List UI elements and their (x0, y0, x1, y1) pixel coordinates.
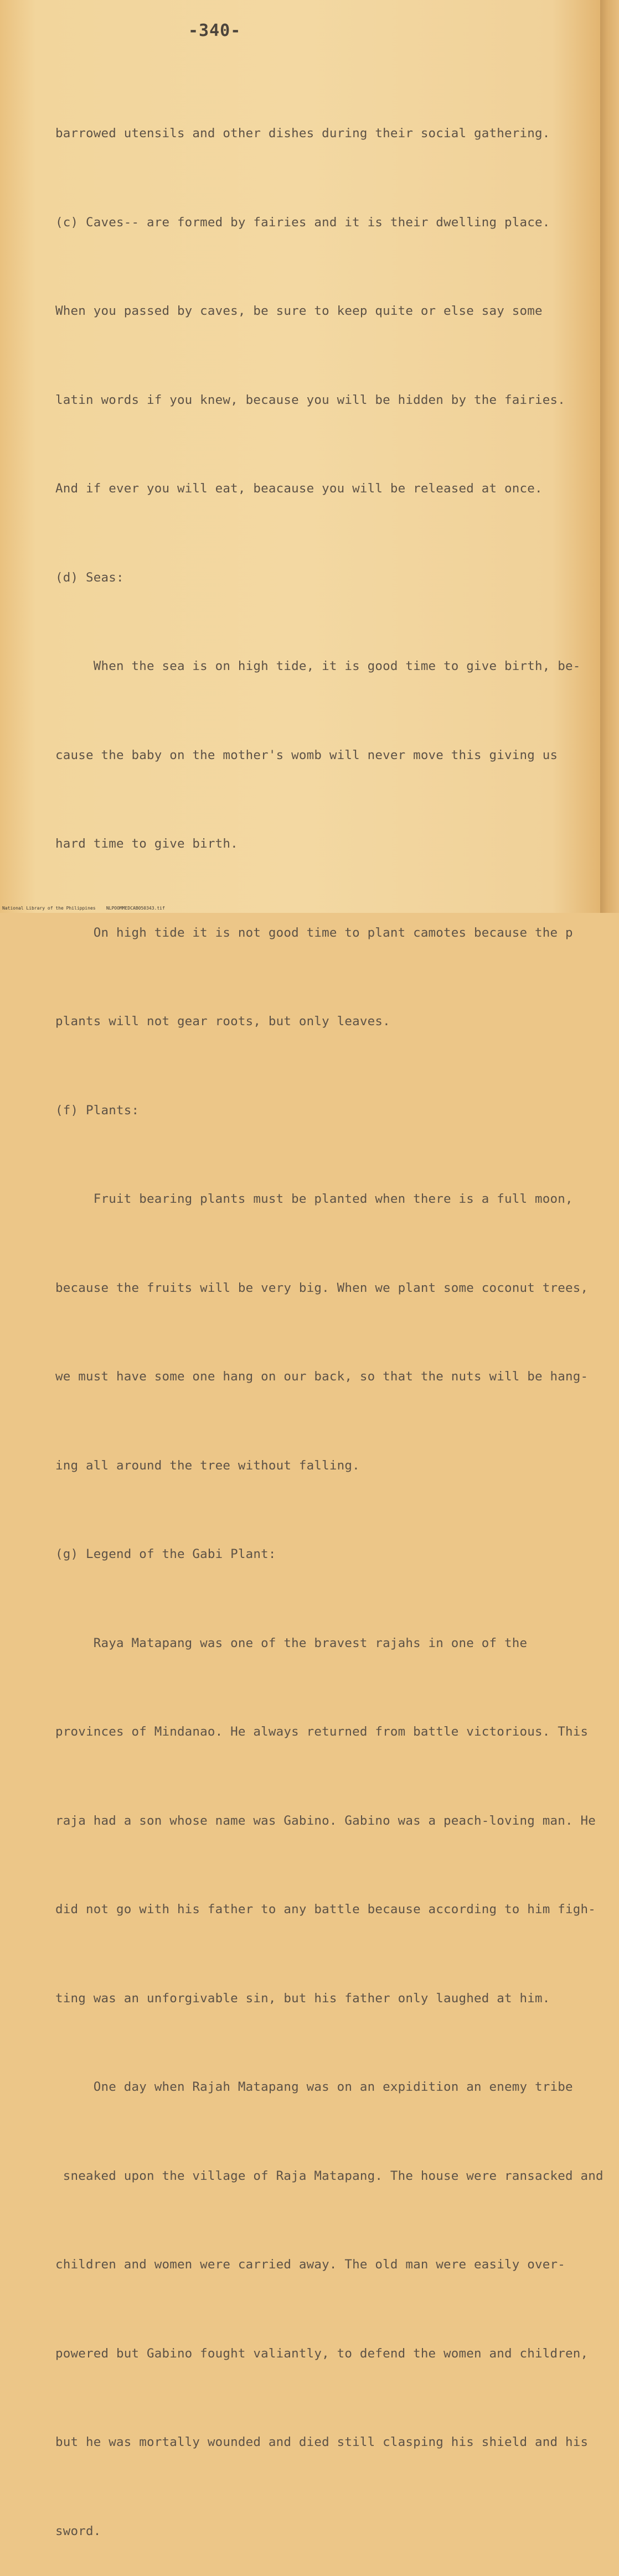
text-line: raja had a son whose name was Gabino. Gabino was a peach-loving man. He (55, 1813, 596, 1828)
text-line: plants will not gear roots, but only leaves. (55, 1014, 390, 1029)
text-line: powered but Gabino fought valiantly, to defend the women and children, (55, 2346, 589, 2361)
text-line: (f) Plants: (55, 1103, 140, 1118)
page-number: -340- (188, 21, 241, 40)
text-line: Raya Matapang was one of the bravest rajahs in one of the (55, 1635, 528, 1650)
text-line: sword. (55, 2523, 101, 2538)
text-line: sneaked upon the village of Raja Matapang. The house were ransacked and (55, 2168, 603, 2183)
text-line: One day when Rajah Matapang was on an expidition an enemy tribe (55, 2080, 573, 2094)
text-line: And if ever you will eat, beacause you will be released at once. (55, 481, 543, 496)
archive-footer: National Library of the Philippines NLPOOMMEDCAB050343.tif (2, 906, 165, 911)
text-line: hard time to give birth. (55, 837, 238, 851)
text-line: latin words if you knew, because you will be hidden by the fairies. (55, 392, 565, 407)
text-line: provinces of Mindanao. He always returned from battle victorious. This (55, 1725, 589, 1739)
page-edge (600, 0, 619, 913)
text-line: On high tide it is not good time to plant camotes because the p (55, 925, 573, 940)
text-line: did not go with his father to any battle because according to him figh- (55, 1902, 596, 1917)
text-line: Fruit bearing plants must be planted when there is a full moon, (55, 1192, 573, 1206)
text-line: but he was mortally wounded and died still clasping his shield and his (55, 2435, 589, 2449)
body-text (55, 60, 603, 2576)
text-line: ing all around the tree without falling. (55, 1458, 360, 1473)
text-line: cause the baby on the mother's womb will never move this giving us (55, 747, 558, 762)
text-line: (g) Legend of the Gabi Plant: (55, 1547, 276, 1561)
text-line: ting was an unforgivable sin, but his father only laughed at him. (55, 1991, 550, 2006)
text-line: When you passed by caves, be sure to keep quite or else say some (55, 304, 543, 318)
text-line: (d) Seas: (55, 570, 124, 585)
text-line: children and women were carried away. The old man were easily over- (55, 2257, 565, 2272)
text-line: (c) Caves-- are formed by fairies and it is their dwelling place. (55, 215, 550, 230)
text-line: we must have some one hang on our back, so that the nuts will be hang- (55, 1369, 589, 1384)
text-line: because the fruits will be very big. When we plant some coconut trees, (55, 1280, 589, 1295)
text-line: barrowed utensils and other dishes during their social gathering. (55, 126, 550, 141)
text-line: When the sea is on high tide, it is good time to give birth, be- (55, 659, 581, 673)
